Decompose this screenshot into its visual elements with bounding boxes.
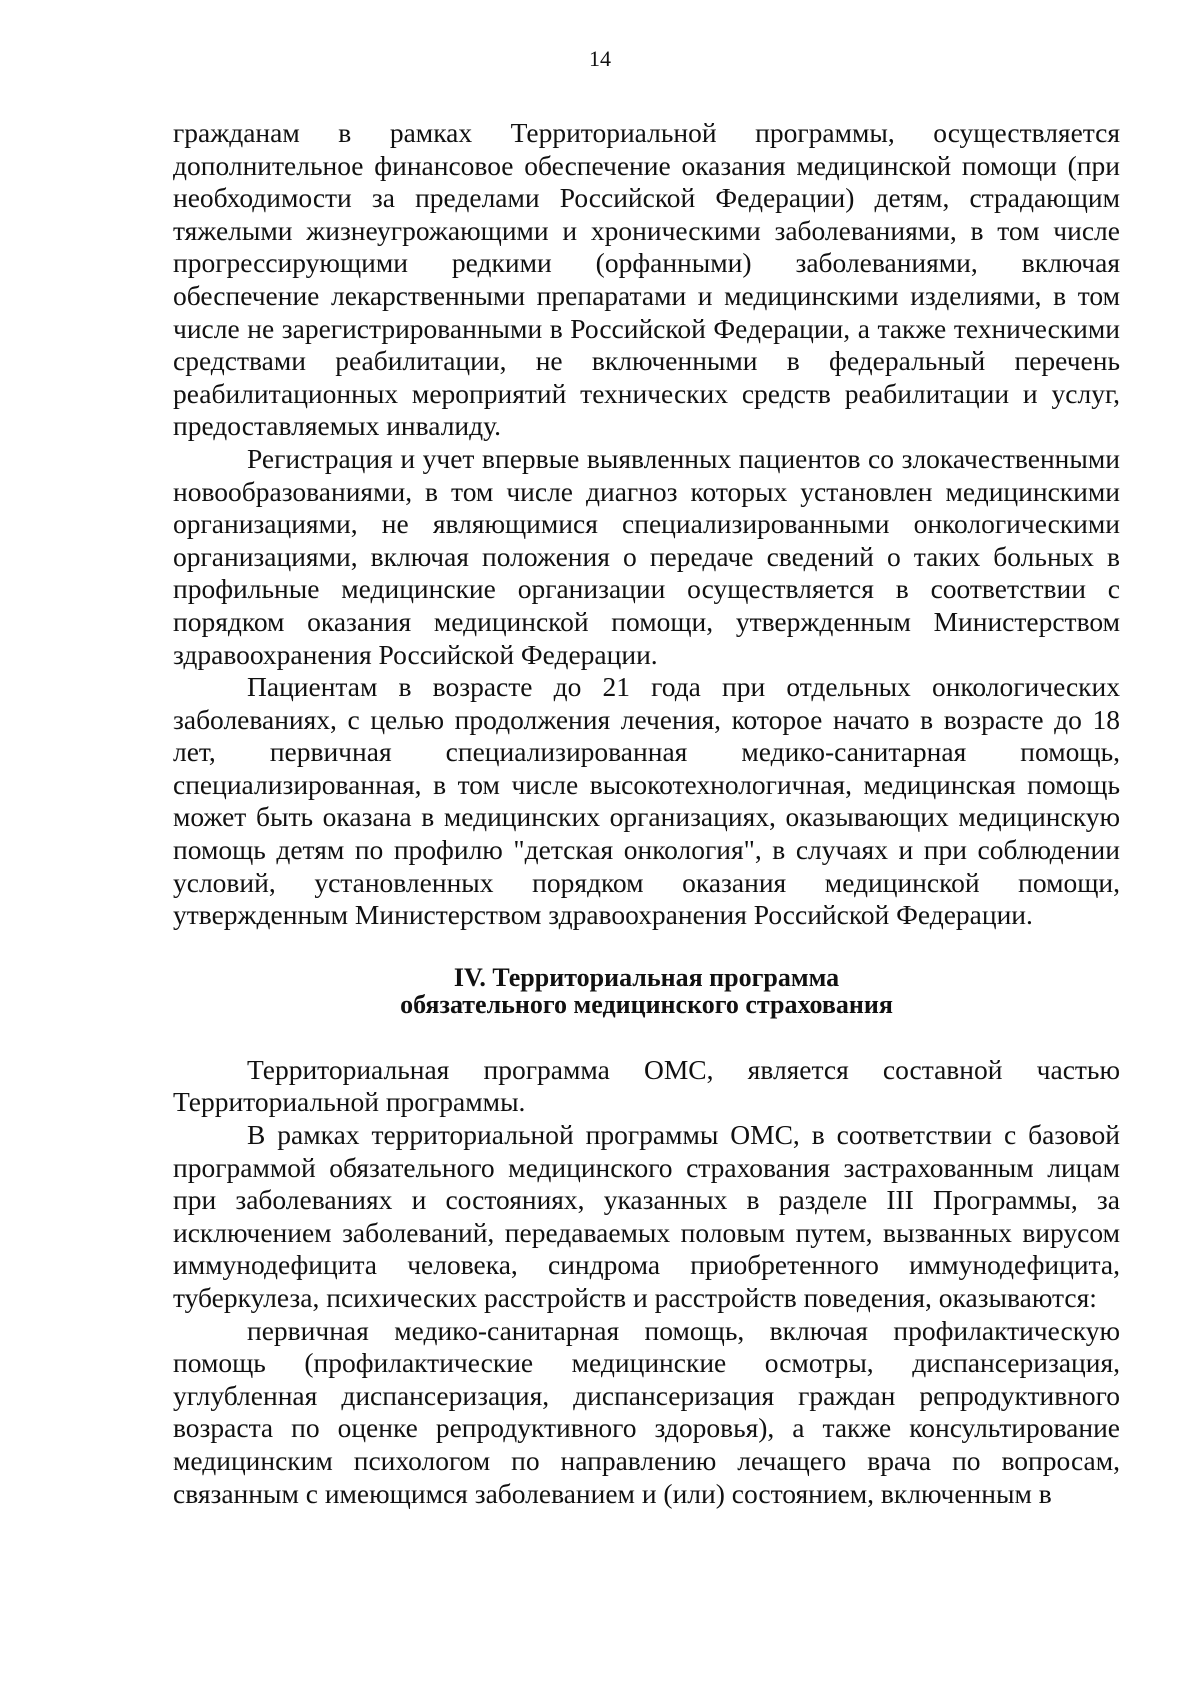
paragraph-continuation: гражданам в рамках Территориальной программы, осуществляется дополнительное финансовое обеспечение оказания медицинской помощи (при необходимости за пределами Российской Федерации) детям, страдающим тяжелыми жизнеугрожающими и хроническими заболеваниями, в том числе прогрессирующими редкими (орфанными) заболеваниями, включая обеспечение лекарственными препаратами и медицинскими изделиями, в том числе не зарегистрированными в Российской Федерации, а также техническими средствами реабилитации, не включенными в федеральный перечень реабилитационных мероприятий технических средств реабилитации и услуг, предоставляемых инвалиду. bbox=[173, 117, 1120, 442]
section-heading-line-1: IV. Территориальная программа bbox=[453, 962, 840, 992]
paragraph-oms-scope: В рамках территориальной программы ОМС, в соответствии с базовой программой обязательного медицинского страхования застрахованным лицам при заболеваниях и состояниях, указанных в разделе III Программы, за исключением заболеваний, передаваемых половым путем, вызванных вирусом иммунодефицита человека, синдрома приобретенного иммунодефицита, туберкулеза, психических расстройств и расстройств поведения, оказываются: bbox=[173, 1119, 1120, 1313]
paragraph-pediatric-oncology: Пациентам в возрасте до 21 года при отдельных онкологических заболеваниях, с целью продолжения лечения, которое начато в возрасте до 18 лет, первичная специализированная медико-санитарная помощь, специализированная, в том числе высокотехнологичная, медицинская помощь может быть оказана в медицинских организациях, оказывающих медицинскую помощь детям по профилю "детская онкология", в случаях и при соблюдении условий, установленных порядком оказания медицинской помощи, утвержденным Министерством здравоохранения Российской Федерации. bbox=[173, 671, 1120, 931]
paragraph-cancer-registration: Регистрация и учет впервые выявленных пациентов со злокачественными новообразованиями, в том числе диагноз которых установлен медицинскими организациями, не являющимися специализированными онкологическими организациями, включая положения о передаче сведений о таких больных в профильные медицинские организации осуществляется в соответствии с порядком оказания медицинской помощи, утвержденным Министерством здравоохранения Российской Федерации. bbox=[173, 442, 1120, 670]
document-body bbox=[173, 117, 1120, 1510]
paragraph-oms-part: Территориальная программа ОМС, является составной частью Территориальной программы. bbox=[173, 1053, 1120, 1118]
section-heading-line-2: обязательного медицинского страхования bbox=[400, 989, 893, 1019]
paragraph-primary-care: первичная медико-санитарная помощь, включая профилактическую помощь (профилактические медицинские осмотры, диспансеризация, углубленная диспансеризация, диспансеризация граждан репродуктивного возраста по оценке репродуктивного здоровья), а также консультирование медицинским психологом по направлению лечащего врача по вопросам, связанным с имеющимся заболеванием и (или) состоянием, включенным в bbox=[173, 1314, 1120, 1509]
section-heading bbox=[173, 964, 1120, 1018]
page-number: 14 bbox=[589, 46, 611, 71]
